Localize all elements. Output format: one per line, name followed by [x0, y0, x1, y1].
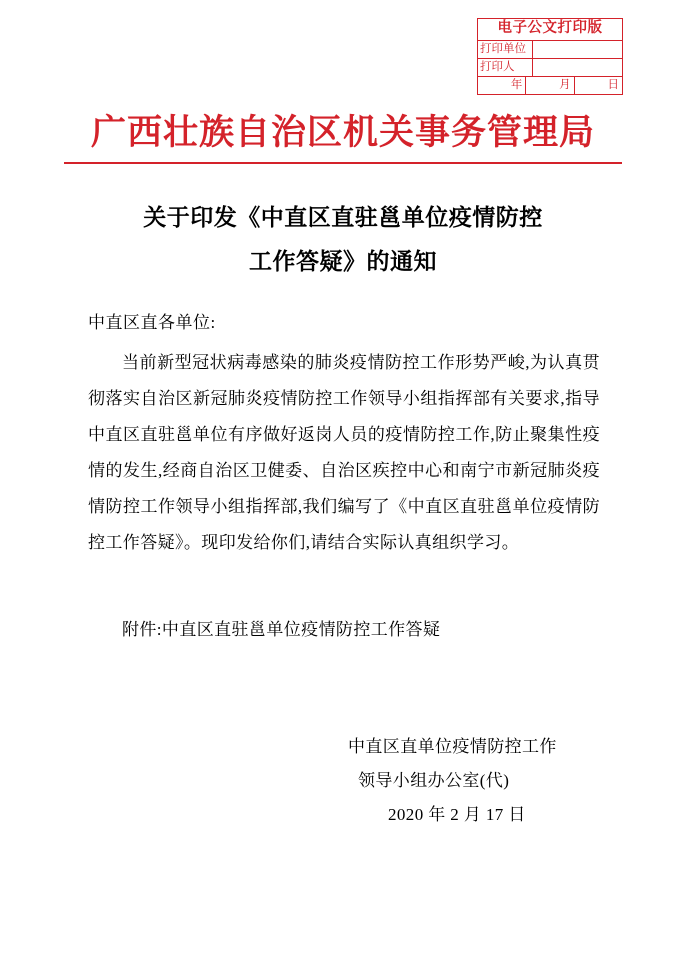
print-stamp-person-label: 打印人: [478, 59, 533, 76]
body-paragraph: 当前新型冠状病毒感染的肺炎疫情防控工作形势严峻,为认真贯彻落实自治区新冠肺炎疫情防控工作领导小组指挥部有关要求,指导中直区直驻邕单位有序做好返岗人员的疫情防控工作,防止聚集性疫情的发生,经商自治区卫健委、自治区疾控中心和南宁市新冠肺炎疫情防控工作领导小组指挥部,我们编写了《中直区直驻邕单位疫情防控工作答疑》。现印发给你们,请结合实际认真组织学习。: [88, 353, 600, 552]
signature-block: [300, 730, 600, 832]
page-title-line-1: 关于印发《中直区直驻邕单位疫情防控: [143, 205, 543, 230]
signature-line-2: 领导小组办公室(代): [358, 771, 510, 790]
print-stamp-day: 日: [607, 78, 619, 91]
signature-line-1: 中直区直单位疫情防控工作: [348, 737, 557, 756]
page-title-line-2: 工作答疑》的通知: [249, 249, 437, 274]
addressee: 中直区直各单位:: [88, 313, 216, 332]
masthead-divider: [64, 162, 622, 164]
print-stamp-person-value: [533, 59, 622, 76]
print-stamp-year: 年: [478, 77, 526, 94]
print-stamp-unit-label: 打印单位: [478, 41, 533, 58]
page-title: [90, 196, 596, 284]
print-stamp-unit-value: [533, 41, 622, 58]
print-stamp-month: 月: [526, 77, 574, 94]
print-stamp-unit-row: [478, 41, 622, 59]
print-stamp-box: [477, 18, 623, 95]
print-stamp-person-row: [478, 59, 622, 77]
masthead-organization: 广西壮族自治区机关事务管理局: [90, 113, 595, 152]
signature-date: 2020 年 2 月 17 日: [388, 805, 526, 824]
print-stamp-title: 电子公文打印版: [478, 19, 622, 41]
print-stamp-date-row: [478, 77, 622, 94]
attachment-line: 附件:中直区直驻邕单位疫情防控工作答疑: [122, 620, 441, 639]
